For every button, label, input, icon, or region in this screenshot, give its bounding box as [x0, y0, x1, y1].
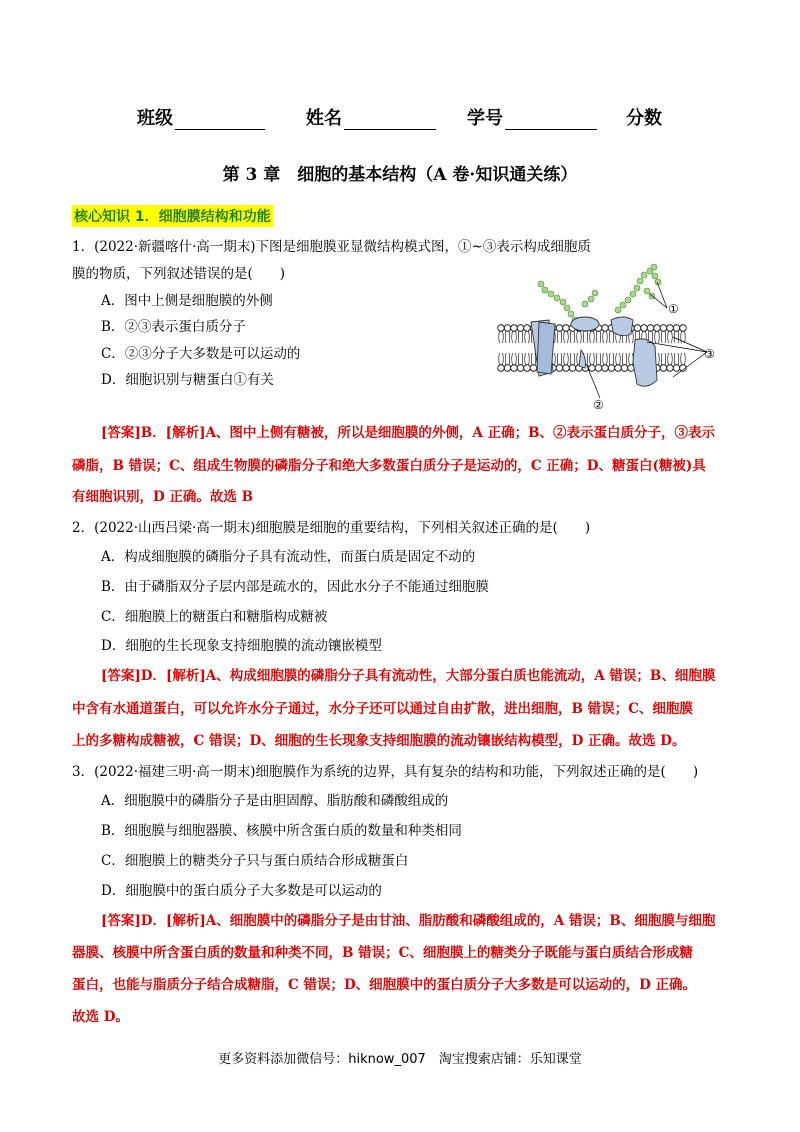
- q1-option-c: C．②③分子大多数是可以运动的: [101, 346, 301, 362]
- q2-answer-line-3: 上的多糖构成糖被，C 错误；D、细胞的生长现象支持细胞膜的流动镶嵌结构模型，D 正确。故选 D。: [72, 733, 686, 749]
- score-field: [626, 104, 662, 130]
- q1-stem-line-1: 1．(2022·新疆喀什·高一期末)下图是细胞膜亚显微结构模式图，①~③表示构成细胞质: [72, 239, 591, 255]
- section-heading: 核心知识 1．细胞膜结构和功能: [72, 205, 273, 227]
- class-label: 班级: [137, 108, 173, 129]
- page-footer: 更多资料添加微信号：hiknow_007 淘宝搜索店铺：乐知课堂: [218, 1052, 582, 1067]
- student-info-header: [0, 104, 800, 134]
- q3-option-a: A．细胞膜中的磷脂分子是由胆固醇、脂肪酸和磷酸组成的: [101, 793, 449, 809]
- score-label: 分数: [626, 108, 662, 129]
- q1-answer-line-2: 磷脂，B 错误；C、组成生物膜的磷脂分子和绝大多数蛋白质分子是运动的，C 正确；D、糖蛋白(糖被)具: [72, 458, 706, 474]
- q3-answer-line-4: 故选 D。: [72, 1009, 129, 1025]
- label-3: ③: [704, 347, 715, 361]
- name-field: [306, 104, 436, 130]
- q2-answer-line-2: 中含有水通道蛋白，可以允许水分子通过，水分子还可以通过自由扩散，进出细胞，B 错误；C、细胞膜: [72, 701, 693, 717]
- q3-answer-line-2: 器膜、核膜中所含蛋白质的数量和种类不同，B 错误；C、细胞膜上的糖类分子既能与蛋白质结合形成糖: [72, 945, 693, 961]
- q1-option-a: A．图中上侧是细胞膜的外侧: [101, 293, 273, 309]
- id-label: 学号: [467, 108, 503, 129]
- q2-stem-line-1: 2．(2022·山西吕梁·高一期末)细胞膜是细胞的重要结构，下列相关叙述正确的是( ): [72, 520, 591, 536]
- q1-option-b: B．②③表示蛋白质分子: [101, 319, 246, 335]
- label-1: ①: [668, 302, 679, 316]
- id-field: [467, 104, 597, 130]
- name-blank[interactable]: [344, 109, 436, 130]
- label-2: ②: [593, 398, 604, 412]
- q1-option-d: D．细胞识别与糖蛋白①有关: [101, 372, 274, 388]
- q1-answer-line-1: [答案]B．[解析]A、图中上侧有糖被，所以是细胞膜的外侧，A 正确；B、②表示蛋白质分子，③表示: [101, 425, 716, 441]
- q3-answer-line-1: [答案]D．[解析]A、细胞膜中的磷脂分子是由甘油、脂肪酸和磷酸组成的，A 错误；B、细胞膜与细胞: [101, 913, 716, 929]
- q3-answer-line-3: 蛋白，也能与脂质分子结合成糖脂，C 错误；D、细胞膜中的蛋白质分子大多数是可以运动的，D 正确。: [72, 977, 697, 993]
- phospholipid-bilayer: [498, 325, 687, 372]
- q2-option-a: A．构成细胞膜的磷脂分子具有流动性，而蛋白质是固定不动的: [101, 549, 476, 565]
- chapter-title: 第 3 章 细胞的基本结构（A 卷·知识通关练）: [222, 165, 578, 185]
- q2-option-b: B．由于磷脂双分子层内部是疏水的，因此水分子不能通过细胞膜: [101, 579, 489, 595]
- q3-option-c: C．细胞膜上的糖类分子只与蛋白质结合形成糖蛋白: [101, 853, 409, 869]
- q2-answer-line-1: [答案]D．[解析]A、构成细胞膜的磷脂分子具有流动性，大部分蛋白质也能流动，A 错误；B、细胞膜: [101, 668, 716, 684]
- q1-answer-line-3: 有细胞识别，D 正确。故选 B: [72, 489, 254, 505]
- class-field: [137, 104, 265, 130]
- name-label: 姓名: [306, 108, 342, 129]
- q1-stem-line-2: 膜的物质，下列叙述错误的是( ): [72, 266, 286, 282]
- q3-stem-line-1: 3．(2022·福建三明·高一期末)细胞膜作为系统的边界，具有复杂的结构和功能，下列叙述正确的是( ): [72, 764, 699, 780]
- cell-membrane-diagram: [497, 262, 722, 417]
- q3-option-b: B．细胞膜与细胞器膜、核膜中所含蛋白质的数量和种类相同: [101, 823, 462, 839]
- class-blank[interactable]: [175, 109, 265, 130]
- q2-option-c: C．细胞膜上的糖蛋白和糖脂构成糖被: [101, 609, 328, 625]
- q3-option-d: D．细胞膜中的蛋白质分子大多数是可以运动的: [101, 883, 382, 899]
- id-blank[interactable]: [505, 109, 597, 130]
- q2-option-d: D．细胞的生长现象支持细胞膜的流动镶嵌模型: [101, 638, 382, 654]
- glycan-chains: [538, 264, 661, 323]
